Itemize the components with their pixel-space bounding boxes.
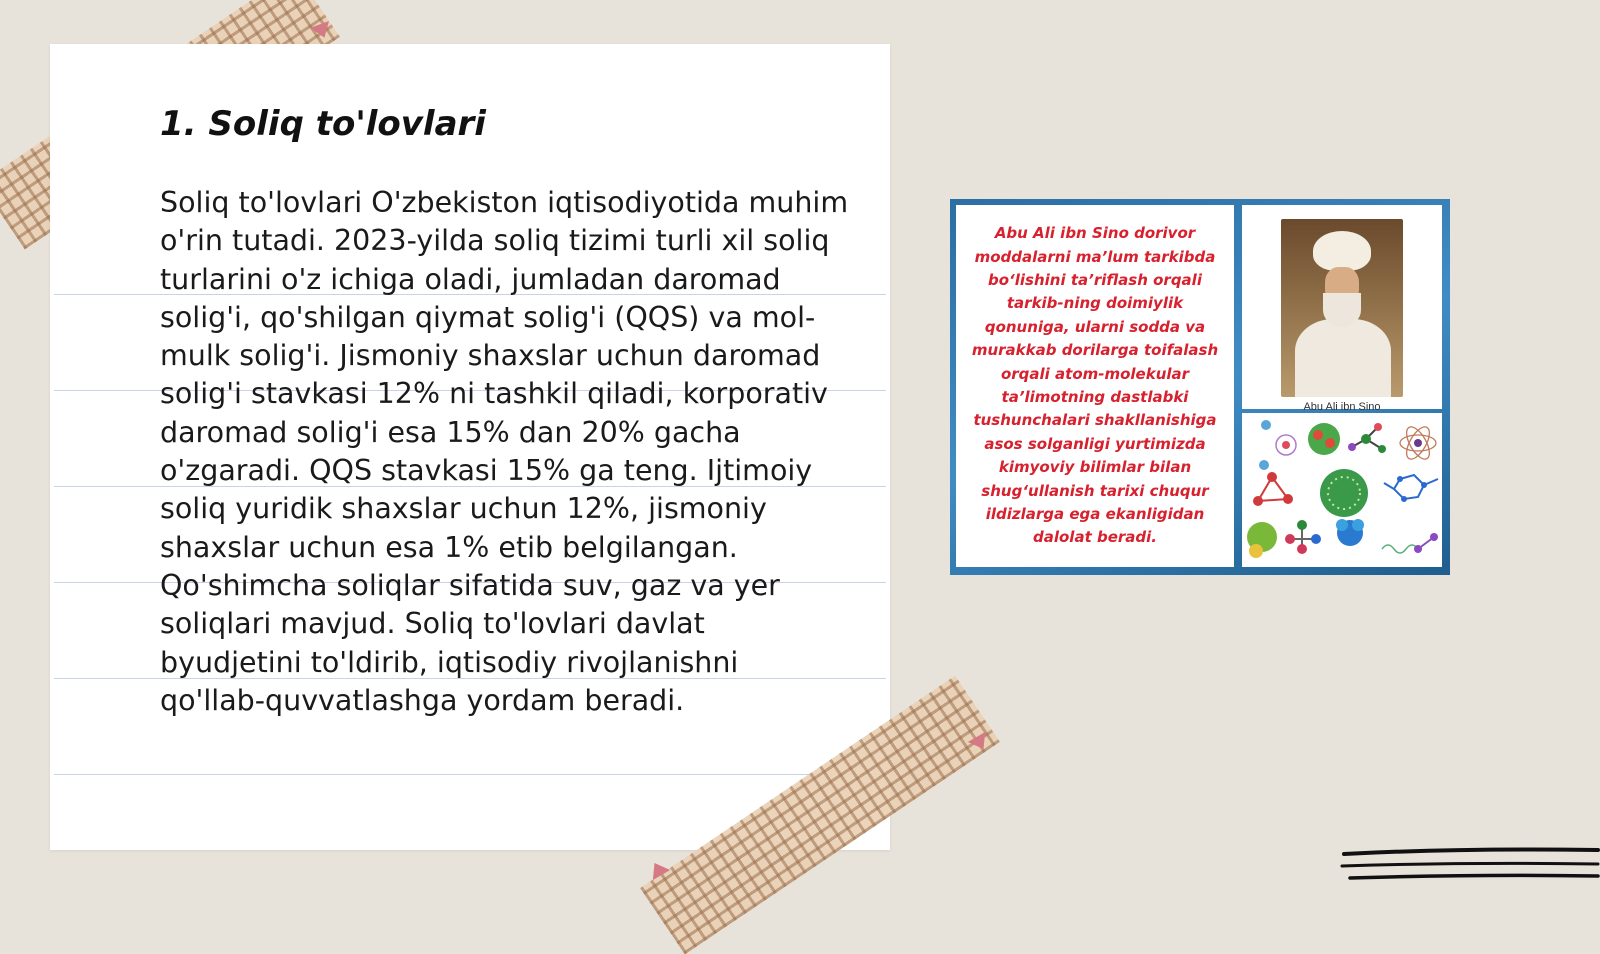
slide-title: 1. Soliq to'lovlari	[160, 104, 486, 144]
brush-strokes	[1340, 840, 1600, 900]
portrait-card	[1242, 205, 1442, 413]
portrait-caption: Abu Ali ibn Sino	[1303, 401, 1381, 413]
figure-text-panel	[956, 205, 1234, 567]
paper-rule	[54, 774, 886, 775]
slide-body-text: Soliq to'lovlari O'zbekiston iqtisodiyotida muhim o'rin tutadi. 2023-yilda soliq tizimi turli xil soliq turlarini o'z ichiga oladi, jumladan daromad solig'i, qo'shilgan qiymat solig'i (QQS) va mol-mulk solig'i. Jismoniy shaxslar uchun daromad solig'i stavkasi 12% ni tashkil qiladi, korporativ daromad solig'i esa 15% dan 20% gacha o'zgaradi. QQS stavkasi 15% ga teng. Ijtimoiy soliq yuridik shaxslar uchun 12%, jismoniy shaxslar uchun esa 1% etib belgilangan. Qo'shimcha soliqlar sifatida suv, gaz va yer soliqlari mavjud. Soliq to'lovlari davlat byudjetini to'ldirib, iqtisodiy rivojlanishni qo'llab-quvvatlashga yordam beradi.	[160, 186, 849, 717]
figure-text: Abu Ali ibn Sino dorivor moddalarni ma’lum tarkibda bo‘lishini ta’riflash orqali tarkib-ning doimiylik qonuniga, ularni sodda va murakkab dorilarga toifalash orqali atom-molekular ta’limotning dastlabki tushunchalari shakllanishiga asos solganligi yurtimizda kimyoviy bilimlar bilan shug‘ullanish tarixi chuqur ildizlarga ega ekanligidan dalolat beradi.	[971, 224, 1219, 547]
ibn-sino-figure	[950, 199, 1450, 575]
molecules-illustration	[1242, 413, 1442, 567]
portrait-image	[1281, 219, 1403, 397]
